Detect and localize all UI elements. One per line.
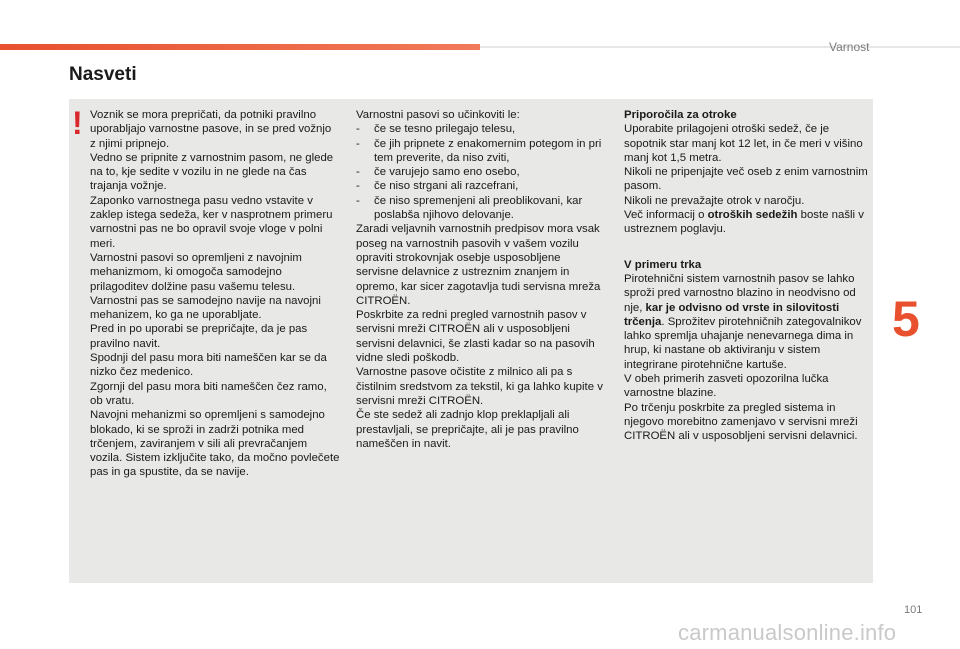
paragraph: Zgornji del pasu mora biti nameščen čez ramo, ob vratu. (90, 380, 327, 407)
paragraph: Če ste sedež ali zadnjo klop preklapljali ali prestavljali, se prepričajte, ali je pas pravilno nameščen in navit. (356, 409, 579, 450)
top-divider-line (480, 46, 960, 48)
section-label: Varnost (829, 40, 870, 54)
paragraph: Vedno se pripnite z varnostnim pasom, ne glede na to, kje sedite v vozilu in ne glede na čas trajanja vožnje. (90, 151, 334, 193)
paragraph: Varnostni pas se samodejno navije na navojni mehanizem, ko ga ne uporabljate. (90, 294, 321, 322)
paragraph: Zaponko varnostnega pasu vedno vstavite v zaklep istega sedeža, ker v nasprotnem primeru varnostni pas ne bo opravil svoje vloge v polni meri. (90, 194, 333, 250)
list-item (356, 179, 606, 193)
top-accent-bar (0, 44, 480, 50)
list-item-text: če niso strgani ali razcefrani, (374, 180, 519, 193)
chapter-number: 5 (892, 291, 920, 347)
impact-heading: V primeru trka (624, 258, 702, 271)
paragraph: V obeh primerih zasveti opozorilna lučka varnostne blazine. (624, 373, 829, 400)
paragraph: Nikoli ne prevažajte otrok v naročju. (624, 194, 805, 207)
list-item-text: če se tesno prilegajo telesu, (374, 123, 516, 136)
text-run: boste našli v ustreznem poglavju. (624, 209, 864, 236)
dash-marker: - (356, 194, 360, 207)
paragraph: Varnostne pasove očistite z milnico ali pa s čistilnim sredstvom za tekstil, ki ga lahko kupite v servisni mreži CITROËN. (356, 366, 603, 407)
paragraph: Voznik se mora prepričati, da potniki pravilno uporabljajo varnostne pasove, in se pred vožnjo z njimi pripnejo. (90, 109, 332, 150)
dash-marker: - (356, 123, 360, 136)
page-title: Nasveti (69, 64, 137, 85)
paragraph: Navojni mehanizmi so opremljeni s samodejno blokado, ki se sproži in zadrži potnika med trčenjem, zaviranjem v sili ali prevračanjem vozila. Sistem izključite tako, da močno povlečete pas in ga spustite, da se navije. (90, 409, 340, 479)
warning-icon: ! (72, 105, 83, 141)
paragraph: Varnostni pasovi so opremljeni z navojnim mehanizmom, ki omogoča samodejno prilagoditev dolžine pasu vašemu telesu. (90, 251, 302, 293)
list-item-text: če jih pripnete z enakomernim potegom in pri tem preverite, da niso zviti, (374, 137, 602, 164)
list-item (356, 194, 606, 223)
paragraph: Pred in po uporabi se prepričajte, da je pas pravilno navit. (90, 323, 308, 350)
paragraph: Nikoli ne pripenjajte več oseb z enim varnostnim pasom. (624, 166, 868, 193)
text-run: Pirotehnični sistem varnostnih pasov se lahko sproži pred varnostno blazino in neodvisno od nje, (624, 272, 856, 314)
paragraph: Poskrbite za redni pregled varnostnih pasov v servisni mreži CITROËN ali v usposobljeni servisni delavnici, še zlasti kadar so na pasovih vidne sledi poškodb. (356, 309, 595, 365)
list-item (356, 122, 606, 136)
paragraph: Zaradi veljavnih varnostnih predpisov mora vsak poseg na varnostnih pasovih v vašem vozilu opraviti strokovnjak osebje usposobljene servisne delavnice z ustreznim znanjem in opremo, kar sicer zagotavlja tudi servisna mreža CITROËN. (356, 223, 601, 307)
text-run: Več informacij o (624, 209, 708, 222)
paragraph (624, 272, 872, 372)
advice-column-3 (624, 108, 872, 444)
list-item (356, 137, 606, 166)
dash-marker: - (356, 137, 360, 150)
paragraph: Uporabite prilagojeni otroški sedež, če je sopotnik star manj kot 12 let, in če meri v višino manj kot 1,5 metra. (624, 123, 863, 164)
list-item (356, 165, 606, 179)
advice-column-1 (90, 108, 340, 480)
list-intro: Varnostni pasovi so učinkoviti le: (356, 109, 520, 121)
dash-marker: - (356, 180, 360, 193)
spacer (624, 237, 872, 258)
dash-marker: - (356, 166, 360, 179)
children-heading: Priporočila za otroke (624, 109, 737, 121)
paragraph: Spodnji del pasu mora biti nameščen kar se da nizko čez medenico. (90, 352, 327, 379)
bold-text: otroških sedežih (707, 209, 798, 222)
page-number: 101 (904, 604, 923, 616)
advice-column-2 (356, 108, 606, 451)
list-item-text: če varujejo samo eno osebo, (374, 166, 520, 179)
text-run: . Sprožitev pirotehničnih zategovalnikov lahko spremlja uhajanje nenevarnega dima in hrup, ki nastane ob aktiviranju v sistem integrirane pirotehnične kartuše. (624, 315, 862, 371)
list-item-text: če niso spremenjeni ali preoblikovani, kar poslabša njihovo delovanje. (374, 194, 583, 222)
watermark: carmanualsonline.info (678, 620, 897, 645)
paragraph (624, 208, 872, 237)
bold-text: kar je odvisno od vrste in silovitosti trčenja (624, 301, 840, 328)
paragraph: Po trčenju poskrbite za pregled sistema in njegovo morebitno zamenjavo v servisni mreži CITROËN ali v usposobljeni servisni delavnici. (624, 401, 858, 443)
